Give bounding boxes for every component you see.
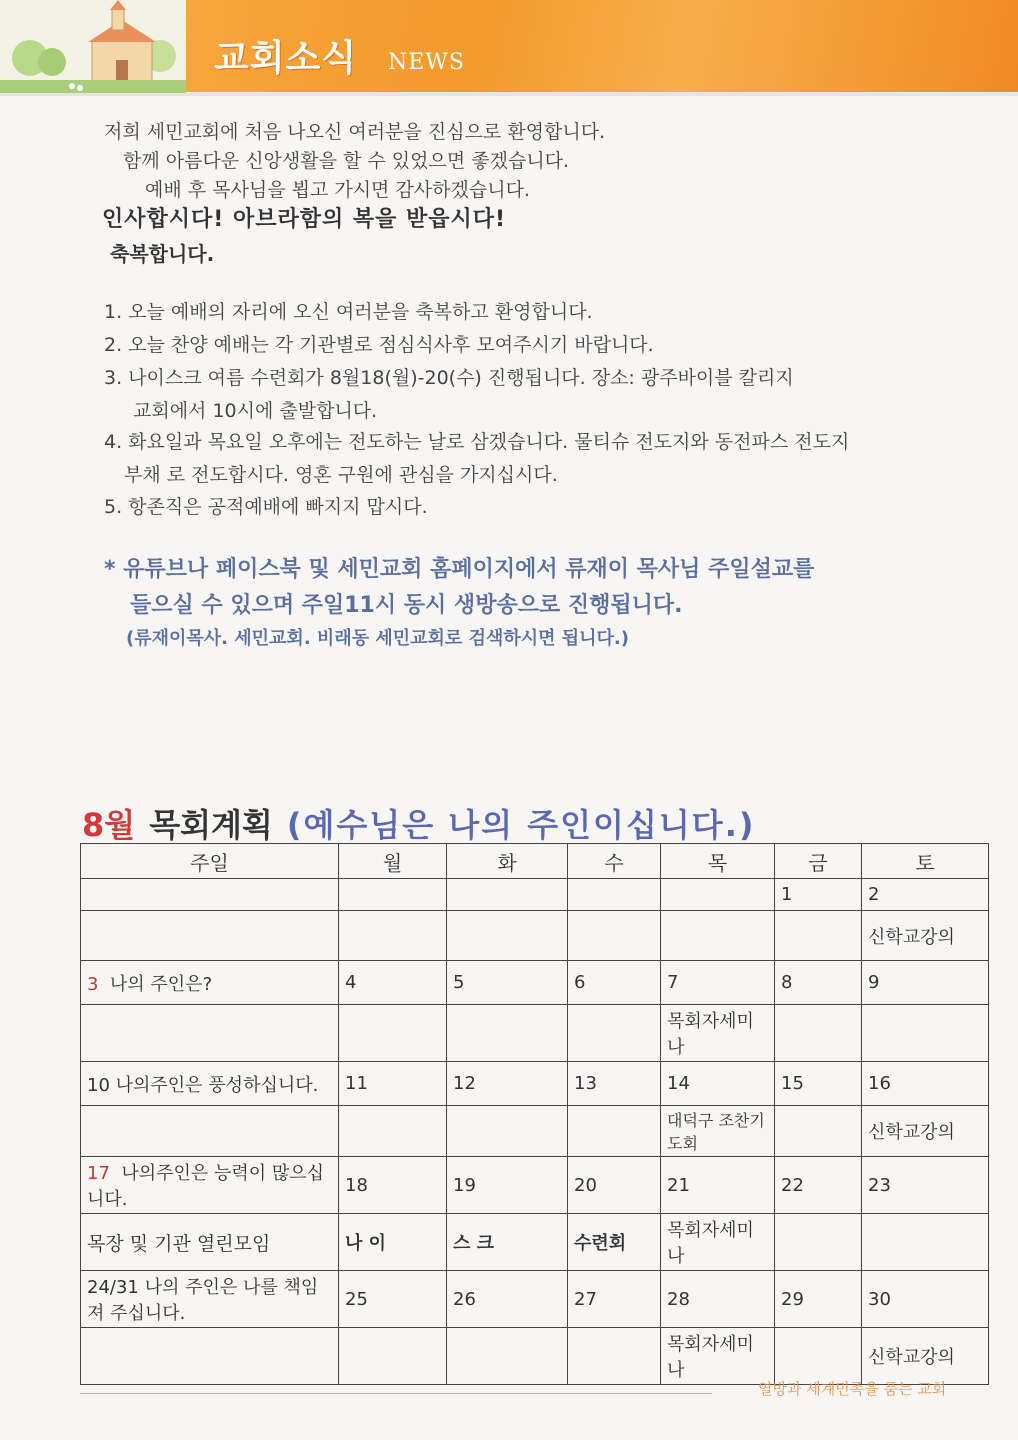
calendar-event-row: [81, 1214, 989, 1271]
date-cell: 23: [862, 1157, 989, 1214]
date-cell: 30: [862, 1271, 989, 1328]
date-cell: 11: [339, 1062, 447, 1106]
date-cell: 14: [661, 1062, 775, 1106]
date-cell: 16: [862, 1062, 989, 1106]
date-cell: 4: [339, 961, 447, 1005]
event-seminar: 목회자세미나: [661, 1214, 775, 1271]
date-cell: 1: [775, 879, 862, 911]
date-cell: 13: [568, 1062, 661, 1106]
notice-item: 1. 오늘 예배의 자리에 오신 여러분을 축복하고 환영합니다.: [104, 301, 593, 323]
date-cell: 18: [339, 1157, 447, 1214]
date-cell: 27: [568, 1271, 661, 1328]
welcome-line: 저희 세민교회에 처음 나오신 여러분을 진심으로 환영합니다.: [104, 121, 606, 143]
divider: [0, 93, 1018, 96]
calendar-month: 8월: [82, 806, 136, 844]
calendar-event-row: [81, 1328, 989, 1385]
date-cell: 12: [447, 1062, 568, 1106]
page-subtitle: NEWS: [388, 50, 465, 75]
notice-item: 2. 오늘 찬양 예배는 각 기관별로 점심식사후 모여주시기 바랍니다.: [104, 334, 654, 356]
sunday-theme: [81, 1157, 339, 1214]
event-seminar: 목회자세미나: [661, 1328, 775, 1385]
calendar-header-row: [81, 844, 989, 879]
footer-motto: 열방과 세계민족을 품는 교회: [758, 1380, 947, 1398]
date-cell: 22: [775, 1157, 862, 1214]
date-cell: 17: [87, 1163, 110, 1184]
event-prayer-breakfast: 대덕구 조찬기도회: [661, 1106, 775, 1157]
day-header-wed: 수: [568, 844, 661, 879]
date-cell: 25: [339, 1271, 447, 1328]
livestream-search-hint: (류재이목사. 세민교회. 비래동 세민교회로 검색하시면 됩니다.): [126, 628, 629, 649]
event-nice-retreat: 나 이: [339, 1214, 447, 1271]
date-cell: 8: [775, 961, 862, 1005]
event-theology: 신학교강의: [862, 1106, 989, 1157]
date-cell: 2: [862, 879, 989, 911]
calendar-event-row: [81, 1106, 989, 1157]
event-nice-retreat: 스 크: [447, 1214, 568, 1271]
calendar-title: [82, 800, 755, 846]
date-cell: 20: [568, 1157, 661, 1214]
day-header-tue: 화: [447, 844, 568, 879]
date-cell: 3: [87, 973, 99, 995]
date-cell: 26: [447, 1271, 568, 1328]
calendar-table: [80, 843, 989, 1385]
livestream-line: 들으실 수 있으며 주일11시 동시 생방송으로 진행됩니다.: [130, 593, 683, 618]
event-retreat: 수련회: [568, 1214, 661, 1271]
notice-item: 5. 항존직은 공적예배에 빠지지 맙시다.: [104, 496, 428, 518]
blessing-line: 축복합니다.: [110, 242, 215, 266]
date-cell: 7: [661, 961, 775, 1005]
sunday-theme: 24/31 나의 주인은 나를 책임져 주십니다.: [81, 1271, 339, 1328]
welcome-line: 함께 아름다운 신앙생활을 할 수 있었으면 좋겠습니다.: [123, 150, 570, 172]
event-seminar: 목회자세미나: [661, 1005, 775, 1062]
day-header-sun: 주일: [81, 844, 339, 879]
date-cell: 29: [775, 1271, 862, 1328]
date-cell: 28: [661, 1271, 775, 1328]
notice-item-cont: 부채 로 전도합시다. 영혼 구원에 관심을 가지십시다.: [124, 464, 558, 486]
date-cell: 5: [447, 961, 568, 1005]
sunday-theme: [81, 961, 339, 1005]
church-illustration: [0, 0, 186, 96]
footer-divider: [80, 1393, 712, 1394]
calendar-plan-label: 목회계획: [149, 806, 273, 844]
header-banner: [0, 0, 1018, 96]
notice-item-cont: 교회에서 10시에 출발합니다.: [133, 400, 378, 422]
greeting-line: 인사합시다! 아브라함의 복을 받읍시다!: [102, 207, 507, 232]
calendar-event-row: [81, 1005, 989, 1062]
date-cell: 15: [775, 1062, 862, 1106]
date-cell: 9: [862, 961, 989, 1005]
day-header-mon: 월: [339, 844, 447, 879]
notice-item: 4. 화요일과 목요일 오후에는 전도하는 날로 삼겠습니다. 물티슈 전도지와 동전파스 전도지: [104, 431, 850, 453]
notice-item: 3. 나이스크 여름 수련회가 8월18(월)-20(수) 진행됩니다. 장소: 광주바이블 칼리지: [104, 367, 794, 389]
sunday-theme-text: 나의 주인은?: [109, 973, 213, 995]
calendar-date-row: [81, 879, 989, 911]
calendar-slogan: (예수님은 나의 주인이십니다.): [286, 806, 756, 844]
event-theology: 신학교강의: [862, 1328, 989, 1385]
day-header-sat: 토: [862, 844, 989, 879]
calendar-date-row: [81, 1157, 989, 1214]
date-cell: 19: [447, 1157, 568, 1214]
calendar-date-row: [81, 961, 989, 1005]
page-title: 교회소식: [214, 38, 358, 79]
date-cell: 21: [661, 1157, 775, 1214]
calendar-event-row: [81, 911, 989, 961]
date-cell: 6: [568, 961, 661, 1005]
day-header-fri: 금: [775, 844, 862, 879]
livestream-line: * 유튜브나 페이스북 및 세민교회 홈페이지에서 류재이 목사님 주일설교를: [104, 557, 815, 582]
event-open-meeting: 목장 및 기관 열린모임: [81, 1214, 339, 1271]
welcome-line: 예배 후 목사님을 뵙고 가시면 감사하겠습니다.: [145, 179, 530, 201]
sunday-theme-text: 나의주인은 능력이 많으십니다.: [87, 1163, 325, 1210]
day-header-thu: 목: [661, 844, 775, 879]
calendar-date-row: [81, 1062, 989, 1106]
event-theology: 신학교강의: [862, 911, 989, 961]
calendar-date-row: [81, 1271, 989, 1328]
sunday-theme: 10 나의주인은 풍성하십니다.: [81, 1062, 339, 1106]
